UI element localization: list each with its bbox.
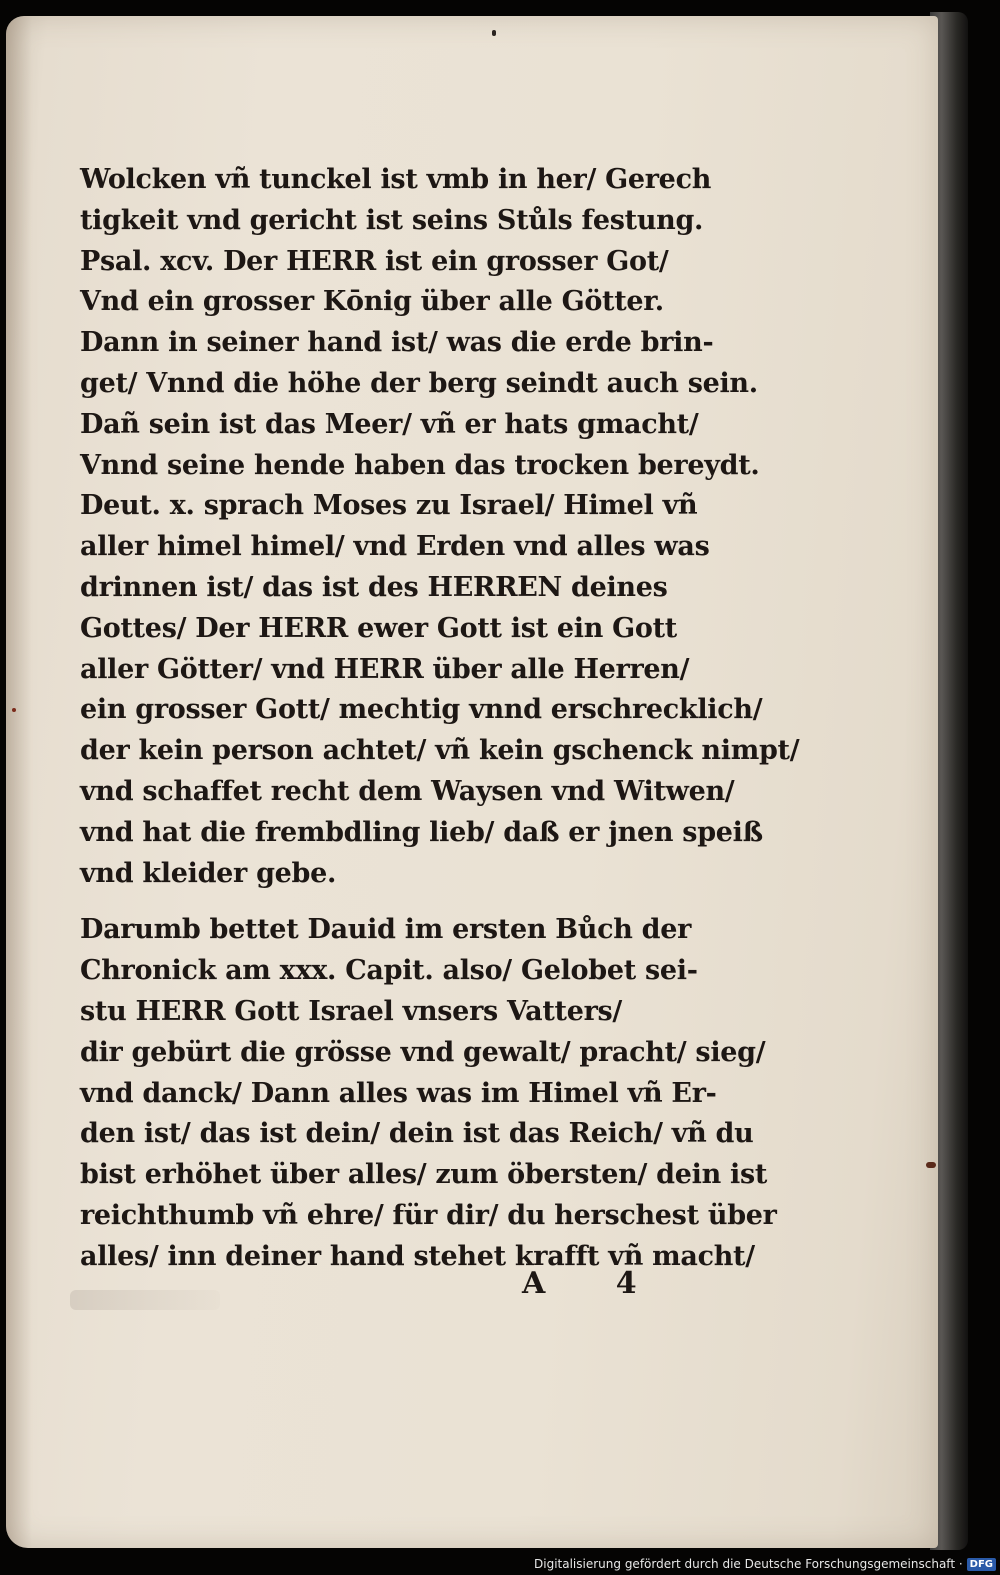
text-line: vnd kleider gebe. — [80, 857, 337, 889]
text-line: Psal. xcv. Der HERR ist ein grosser Got/ — [80, 245, 669, 277]
ink-speck — [926, 1162, 936, 1168]
text-line: Vnnd seine hende haben das trocken bereydt. — [80, 449, 760, 481]
text-line: stu HERR Gott Israel vnsers Vatters/ — [80, 995, 622, 1027]
text-line: ein grosser Gott/ mechtig vnnd erschrecklich/ — [80, 694, 763, 726]
signature-mark: A 4 — [522, 1266, 667, 1301]
text-line: Dañ sein ist das Meer/ vñ er hats gmacht/ — [80, 408, 699, 440]
text-line: dir gebürt die grösse vnd gewalt/ pracht/ sieg/ — [80, 1036, 766, 1068]
dfg-logo: DFG — [967, 1558, 996, 1571]
text-line: Chronick am xxx. Capit. also/ Gelobet sei- — [80, 955, 698, 987]
text-line: Deut. x. sprach Moses zu Israel/ Himel vñ — [80, 490, 698, 522]
text-line: Vnd ein grosser Kōnig über alle Götter. — [80, 286, 664, 318]
digitization-credit — [534, 1555, 996, 1573]
ink-speck — [12, 708, 16, 712]
text-line: vnd hat die frembdling lieb/ daß er jnen speiß — [80, 816, 763, 848]
text-line: tigkeit vnd gericht ist seins Stůls festung. — [80, 204, 704, 236]
credit-text: Digitalisierung gefördert durch die Deutsche Forschungsgemeinschaft · — [534, 1557, 963, 1571]
text-line: get/ Vnnd die höhe der berg seindt auch sein. — [80, 367, 758, 399]
text-line: bist erhöhet über alles/ zum öbersten/ dein ist — [80, 1159, 768, 1191]
text-line: den ist/ das ist dein/ dein ist das Reich/ vñ du — [80, 1118, 754, 1150]
text-line: Dann in seiner hand ist/ was die erde brin- — [80, 327, 714, 359]
text-line: Wolcken vñ tunckel ist vmb in her/ Gerech — [80, 164, 712, 195]
text-line: aller himel himel/ vnd Erden vnd alles was — [80, 531, 710, 563]
text-line: alles/ inn deiner hand stehet krafft vñ macht/ — [80, 1240, 755, 1272]
paragraph-gap — [80, 894, 725, 910]
text-line: aller Götter/ vnd HERR über alle Herren/ — [80, 653, 690, 685]
faded-ink-smudge — [70, 1290, 220, 1310]
text-line: reichthumb vñ ehre/ für dir/ du herschest über — [80, 1199, 777, 1231]
text-line: drinnen ist/ das ist des HERREN deines — [80, 571, 668, 603]
text-line: vnd schaffet recht dem Waysen vnd Witwen/ — [80, 775, 735, 807]
body-text — [80, 160, 800, 1278]
text-line: der kein person achtet/ vñ kein gschenck nimpt/ — [80, 735, 800, 767]
page-gutter-shadow — [6, 16, 32, 1548]
text-line: Gottes/ Der HERR ewer Gott ist ein Gott — [80, 612, 677, 644]
text-line: vnd danck/ Dann alles was im Himel vñ Er- — [80, 1077, 717, 1109]
ink-speck — [492, 30, 496, 36]
text-line: Darumb bettet Dauid im ersten Bůch der — [80, 914, 692, 946]
